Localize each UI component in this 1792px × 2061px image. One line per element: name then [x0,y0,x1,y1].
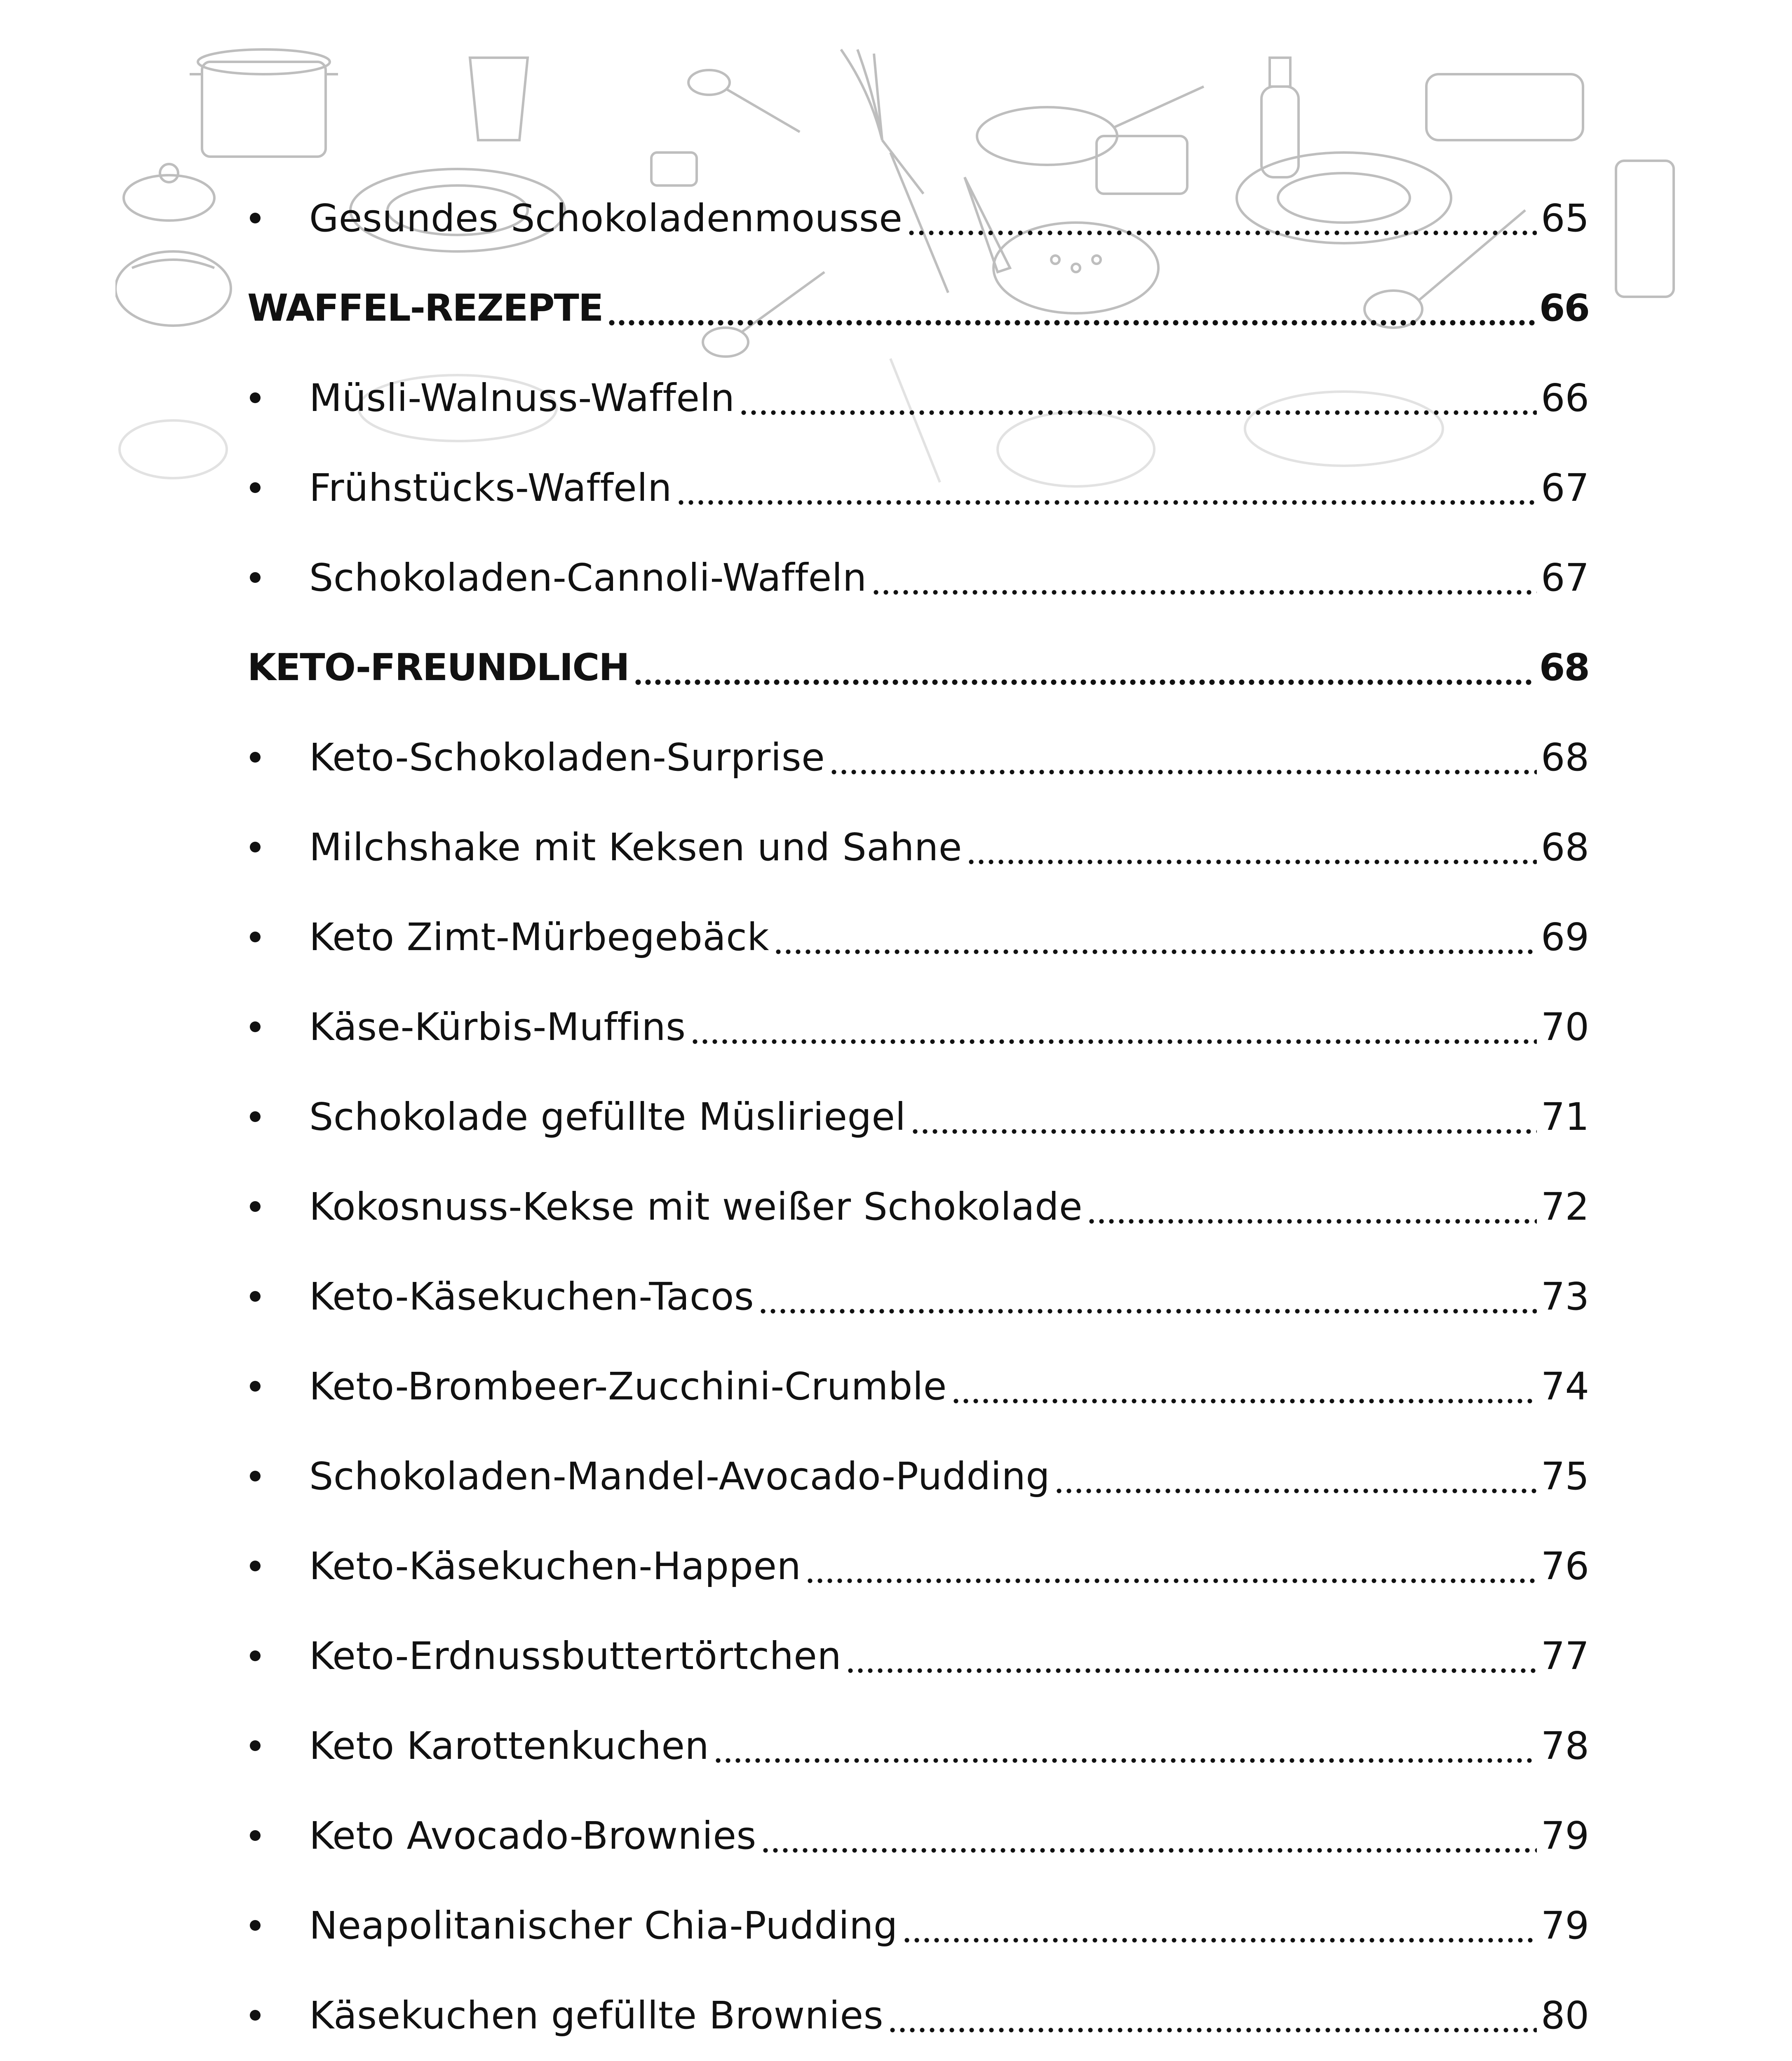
page-number: 65 [1541,196,1589,240]
toc-entry [247,802,1589,892]
page-number: 79 [1541,1813,1589,1858]
toc-entry [247,1611,1589,1701]
entry-title: Käsekuchen gefüllte Brownies [309,1993,884,2038]
entry-title: Schokolade gefüllte Müsliriegel [309,1094,906,1139]
bullet-icon [247,1201,309,1212]
page-number: 68 [1541,825,1589,869]
entry-title: Käse-Kürbis-Muffins [309,1005,686,1049]
page-number: 71 [1541,1094,1589,1139]
dot-leader [951,1367,1537,1405]
page-number: 74 [1541,1364,1589,1408]
page-number: 72 [1541,1184,1589,1229]
bullet-icon [247,1471,309,1481]
page-number: 73 [1541,1274,1589,1319]
toc-section-heading [247,622,1589,712]
bullet-icon [247,1291,309,1302]
entry-title: Schokoladen-Mandel-Avocado-Pudding [309,1454,1050,1498]
entry-title: Milchshake mit Keksen und Sahne [309,825,962,869]
section-title: KETO-FREUNDLICH [247,646,629,689]
dot-leader [871,559,1537,596]
dot-leader [761,1817,1537,1854]
dot-leader [773,918,1537,956]
bullet-icon [247,1650,309,1661]
toc-entry [247,1251,1589,1341]
entry-title: Keto-Brombeer-Zucchini-Crumble [309,1364,947,1408]
entry-title: Keto-Käsekuchen-Tacos [309,1274,754,1319]
page-number: 69 [1541,915,1589,959]
toc-entry [247,1072,1589,1162]
dot-leader [902,1906,1537,1944]
toc-entry [247,1521,1589,1611]
entry-title: Keto Karottenkuchen [309,1723,709,1768]
entry-title: Keto Zimt-Mürbegebäck [309,915,770,959]
toc-entry [247,892,1589,982]
bullet-icon [247,482,309,493]
toc-entry [247,1970,1589,2060]
dot-leader [690,1008,1537,1046]
bullet-icon [247,1021,309,1032]
bullet-icon [247,1740,309,1751]
bullet-icon [247,842,309,852]
toc-entry [247,1701,1589,1791]
toc-entry [247,712,1589,802]
page-number: 80 [1541,1993,1589,2038]
dot-leader [1054,1457,1537,1495]
toc-section-heading [247,263,1589,353]
page-number: 66 [1539,286,1589,330]
entry-title: Keto Avocado-Brownies [309,1813,756,1858]
page-number: 68 [1539,646,1589,689]
dot-leader [713,1727,1537,1765]
toc-entry [247,533,1589,622]
page-number: 76 [1541,1544,1589,1588]
page-number: 77 [1541,1634,1589,1678]
page-number: 78 [1541,1723,1589,1768]
bullet-icon [247,932,309,942]
bullet-icon [247,2010,309,2021]
dot-leader [966,828,1537,866]
toc-entry [247,1431,1589,1521]
bullet-icon [247,1830,309,1841]
entry-title: Kokosnuss-Kekse mit weißer Schokolade [309,1184,1083,1229]
toc-entry [247,173,1589,263]
toc-entry [247,1341,1589,1431]
entry-title: Schokoladen-Cannoli-Waffeln [309,555,867,600]
section-title: WAFFEL-REZEPTE [247,286,603,330]
bullet-icon [247,392,309,403]
entry-title: Keto-Käsekuchen-Happen [309,1544,801,1588]
bullet-icon [247,752,309,763]
page-number: 70 [1541,1005,1589,1049]
toc-entry [247,1791,1589,1880]
page-number: 68 [1541,735,1589,779]
toc-entry [247,982,1589,1072]
dot-leader [888,1996,1537,2034]
entry-title: Frühstücks-Waffeln [309,465,672,510]
dot-leader [910,1098,1537,1136]
dot-leader [607,289,1535,327]
page-number: 66 [1541,376,1589,420]
dot-leader [758,1277,1537,1315]
toc-entry [247,443,1589,533]
page-number: 75 [1541,1454,1589,1498]
dot-leader [739,379,1537,417]
dot-leader [846,1637,1537,1675]
bullet-icon [247,1381,309,1392]
toc-entry [247,1880,1589,1970]
dot-leader [676,469,1537,507]
entry-title: Keto-Erdnussbuttertörtchen [309,1634,842,1678]
entry-title: Gesundes Schokoladenmousse [309,196,903,240]
table-of-contents [247,173,1589,2061]
dot-leader [633,648,1535,686]
bullet-icon [247,1111,309,1122]
page-number: 67 [1541,465,1589,510]
bullet-icon [247,1920,309,1931]
entry-title: Müsli-Walnuss-Waffeln [309,376,735,420]
entry-title: Neapolitanischer Chia-Pudding [309,1903,898,1948]
bullet-icon [247,1561,309,1571]
dot-leader [907,199,1537,237]
entry-title: Keto-Schokoladen-Surprise [309,735,825,779]
dot-leader [805,1547,1537,1585]
dot-leader [1087,1188,1537,1225]
page-number: 67 [1541,555,1589,600]
dot-leader [829,738,1537,776]
toc-entry [247,1162,1589,1251]
toc-entry [247,353,1589,443]
bullet-icon [247,572,309,583]
bullet-icon [247,213,309,223]
page-number: 79 [1541,1903,1589,1948]
